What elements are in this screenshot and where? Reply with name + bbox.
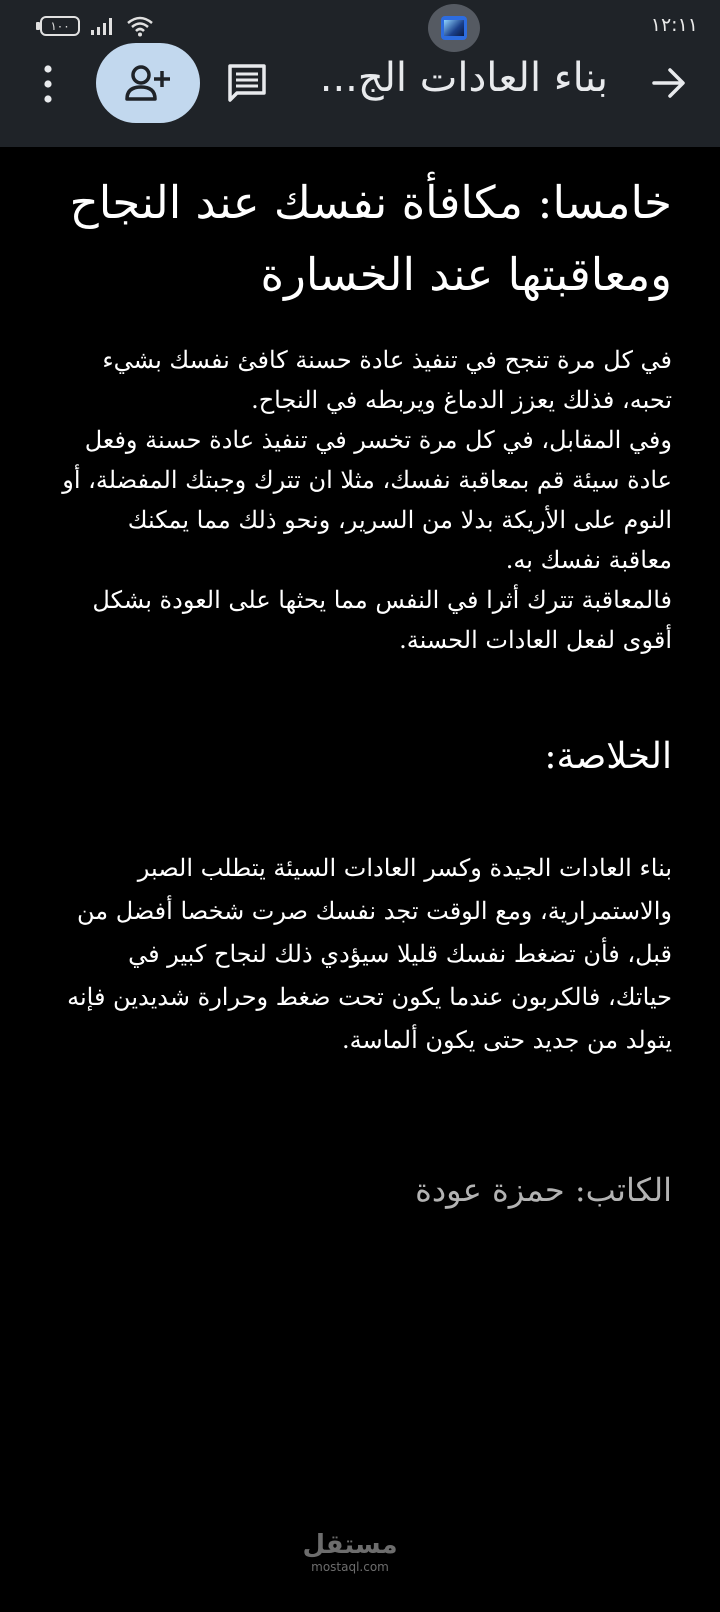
summary-heading: الخلاصة: [544,736,672,777]
author-line: الكاتب: حمزة عودة [415,1171,672,1209]
arrow-forward-icon[interactable] [648,62,690,104]
section-paragraph [62,340,672,660]
more-vert-icon[interactable] [36,62,60,106]
summary-paragraph: بناء العادات الجيدة وكسر العادات السيئة يتطلب الصبر والاستمرارية، ومع الوقت تجد نفسك صرت شخصا أفضل من قبل، فأن تضغط نفسك قليلا سيؤدي ذلك لنجاح كبير في حياتك، فالكربون عندما يكون تحت ضغط وحرارة شديدين فإنه يتولد من جديد حتى يكون ألماسة. [67,854,672,1054]
paragraph-line: فالمعاقبة تترك أثرا في النفس مما يحثها على العودة بشكل أقوى لفعل العادات الحسنة. [92,586,672,654]
battery-level: ١٠٠ [50,19,70,33]
status-icons [40,15,154,37]
watermark-latin: mostaql.com [311,1560,389,1574]
mostaql-watermark [300,1530,400,1574]
section-heading: خامسا: مكافأة نفسك عند النجاح ومعاقبتها عند الخسارة [69,176,672,301]
battery-icon [40,16,80,36]
wifi-icon [126,15,154,37]
app-toolbar [0,0,720,147]
paragraph-line: في كل مرة تنجح في تنفيذ عادة حسنة كافئ نفسك بشيء تحبه، فذلك يعزز الدماغ ويربطه في النجاح. [102,346,672,414]
signal-icon [90,16,116,36]
comment-icon[interactable] [224,60,270,106]
paragraph-line: وفي المقابل، في كل مرة تخسر في تنفيذ عادة حسنة وفعل عادة سيئة قم بمعاقبة نفسك، مثلا ان تترك وجبتك المفضلة، أو النوم على الأريكة بدلا من السرير، ونحو ذلك مما يمكنك معاقبة نفسك به. [62,426,672,574]
document-title[interactable]: بناء العادات الج... [319,55,608,101]
share-button[interactable] [96,43,200,123]
watermark-arabic: مستقل [302,1530,398,1560]
status-time: ١٢:١١ [650,14,698,36]
person-add-icon [125,63,171,103]
notification-app-icon [428,4,480,52]
